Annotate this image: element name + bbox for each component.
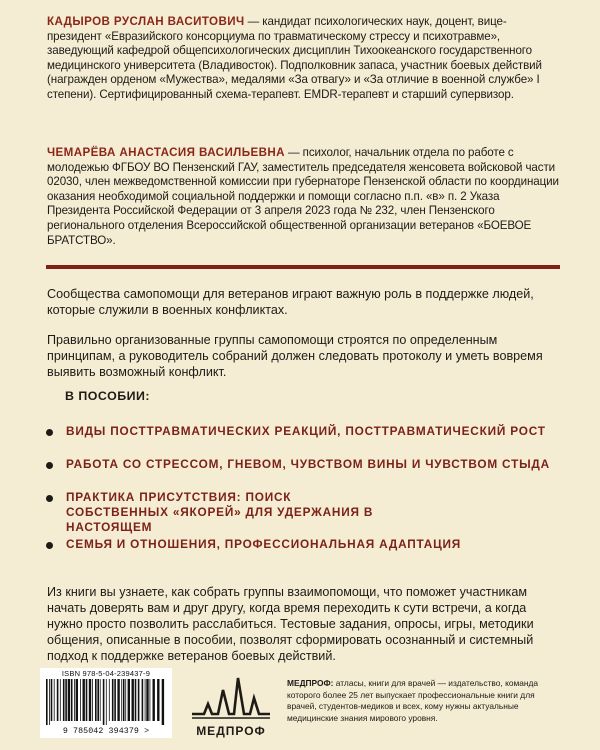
intro-paragraph-2: Правильно организованные группы самопомощи строятся по определенным принципам, а руководитель собраний должен следовать протоколу и уметь вовремя выявить возможный конфликт. — [47, 333, 543, 379]
feature-bullet-text: ВИДЫ ПОСТТРАВМАТИЧЕСКИХ РЕАКЦИЙ, ПОСТТРАВМАТИЧЕСКИЙ РОСТ — [66, 424, 546, 438]
section-divider — [46, 265, 560, 269]
author-bio-kadyrov — [47, 15, 560, 103]
isbn-number: ISBN 978-5-04-239437-9 — [61, 669, 151, 678]
publisher-logo-text: МЕДПРОФ — [196, 724, 266, 738]
intro-paragraph-1: Сообщества самопомощи для ветеранов играют важную роль в поддержке людей, которые служили в военных конфликтах. — [47, 287, 534, 317]
publisher-info — [287, 678, 563, 724]
in-manual-heading: В ПОСОБИИ: — [65, 389, 151, 403]
author-name: КАДЫРОВ РУСЛАН ВАСИТОВИЧ — [47, 15, 245, 28]
bullet-dot-icon — [46, 542, 53, 549]
summary-paragraph: Из книги вы узнаете, как собрать группы взаимопомощи, что поможет участникам начать доверять вам и друг другу, когда время переходить к сути встречи, а когда нужно просто позволить расслабиться. Тестовые задания, опросы, игры, методики общения, описанные в пособии, позволят сформировать осознанный и системный подход к поддержке ветеранов боевых действий. — [47, 585, 534, 663]
pulse-heart-logo-icon — [190, 670, 272, 720]
bullet-dot-icon — [46, 462, 53, 469]
author-description: — психолог, начальник отдела по работе с молодежью ФГБОУ ВО Пензенский ГАУ, заместитель председателя женсовета войсковой части 02030, член межведомственной комиссии при губернаторе Пензенской области по координации оказания необходимой социальной поддержки и помощи согласно п.п. «в» п. 2 Указа Президента Российской Федерации от 3 апреля 2023 года № 232, член Пензенского регионального отделения Всероссийской общественной организации ветеранов «БОЕВОЕ БРАТСТВО». — [47, 146, 559, 247]
bullet-dot-icon — [46, 495, 53, 502]
bullet-dot-icon — [46, 429, 53, 436]
feature-bullet-text: ПРАКТИКА ПРИСУТСТВИЯ: ПОИСК СОБСТВЕННЫХ «ЯКОРЕЙ» ДЛЯ УДЕРЖАНИЯ В НАСТОЯЩЕМ — [66, 490, 374, 534]
isbn-barcode — [40, 668, 172, 738]
publisher-logo — [186, 670, 276, 740]
author-description: — кандидат психологических наук, доцент, вице-президент «Евразийского консорциума по травматическому стрессу и психотравме», заведующий кафедрой общепсихологических дисциплин Тихоокеанского государственного медицинского университета (Владивосток). Подполковник запаса, участник боевых действий (награжден орденом «Мужества», медалями «За отвагу» и «За отличие в военной службе» I степени). Сертифицированный схема-терапевт. EMDR-терапевт и старший супервизор. — [47, 15, 542, 101]
publisher-name: МЕДПРОФ: — [287, 678, 334, 688]
feature-bullet-text: РАБОТА СО СТРЕССОМ, ГНЕВОМ, ЧУВСТВОМ ВИНЫ И ЧУВСТВОМ СТЫДА — [66, 457, 550, 471]
barcode-digits: 9 785042 394379 > — [62, 727, 150, 736]
publisher-description: атласы, книги для врачей — издательство, команда которого более 25 лет выпускает профессиональные книги для врачей, студентов-медиков и всех, кому нужны актуальные медицинские знания мирового уровня. — [287, 678, 539, 723]
feature-bullet-text: СЕМЬЯ И ОТНОШЕНИЯ, ПРОФЕССИОНАЛЬНАЯ АДАПТАЦИЯ — [66, 537, 462, 551]
author-name: ЧЕМАРЁВА АНАСТАСИЯ ВАСИЛЬЕВНА — [47, 146, 285, 159]
author-bio-chemaryova — [47, 146, 560, 248]
barcode-bars-icon — [44, 679, 168, 725]
